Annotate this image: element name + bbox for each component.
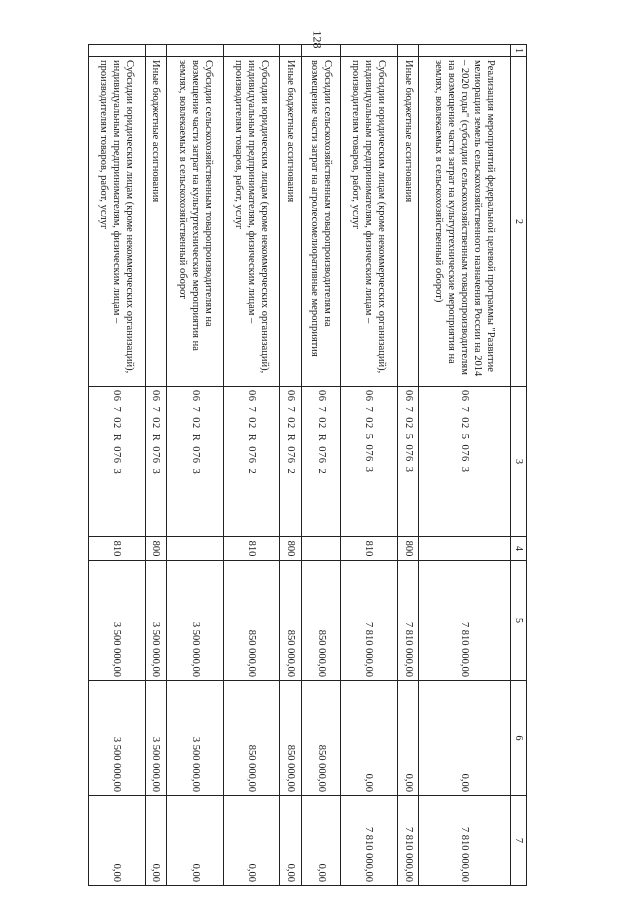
code-part: 076 xyxy=(363,444,375,462)
expense-type-cell xyxy=(167,537,224,561)
row-number-cell xyxy=(302,45,341,57)
code-part: 02 xyxy=(459,417,471,429)
code-part: 076 xyxy=(189,446,201,464)
header-cell: 3 xyxy=(511,387,527,537)
code-part: 7 xyxy=(150,406,162,413)
amount-cell: 7 810 000,00 xyxy=(397,561,419,681)
code-part: 02 xyxy=(315,417,327,429)
amount-cell: 7 810 000,00 xyxy=(341,796,398,886)
code-part: 06 xyxy=(363,390,375,402)
code-part: 02 xyxy=(111,417,123,429)
header-cell: 5 xyxy=(511,561,527,681)
code-part: 06 xyxy=(285,390,297,402)
expense-type-cell: 800 xyxy=(397,537,419,561)
amount-cell: 7 810 000,00 xyxy=(397,796,419,886)
row-number-cell xyxy=(145,45,167,57)
expense-type-cell: 810 xyxy=(223,537,280,561)
budget-table-rotated xyxy=(88,44,527,885)
code-part: 02 xyxy=(189,417,201,429)
code-part: 7 xyxy=(246,406,258,413)
description-cell: Субсидии сельскохозяйственным товаропроизводителям на возмещение части затрат на агролесомелиоративные мероприятия xyxy=(302,57,341,387)
code-part: 7 xyxy=(285,406,297,413)
code-part: 076 xyxy=(150,446,162,464)
amount-cell: 7 810 000,00 xyxy=(419,561,511,681)
code-part: 076 xyxy=(315,446,327,464)
code-part: 076 xyxy=(285,446,297,464)
classification-code-cell xyxy=(341,387,398,537)
code-part: 7 xyxy=(189,406,201,413)
amount-cell: 0,00 xyxy=(419,681,511,796)
code-part: 3 xyxy=(189,468,201,475)
amount-cell: 850 000,00 xyxy=(302,681,341,796)
table-row xyxy=(397,45,419,886)
code-part: 7 xyxy=(402,406,414,413)
amount-cell: 7 810 000,00 xyxy=(419,796,511,886)
amount-cell: 7 810 000,00 xyxy=(341,561,398,681)
row-number-cell xyxy=(397,45,419,57)
code-part: 06 xyxy=(111,390,123,402)
code-part: 3 xyxy=(111,468,123,475)
code-part: 02 xyxy=(285,417,297,429)
code-part: 7 xyxy=(315,406,327,413)
description-cell: Субсидии юридическим лицам (кроме некоммерческих организаций), индивидуальным предпринимателям, физическим лицам – производителям товаров, работ, услуг xyxy=(341,57,398,387)
row-number-cell xyxy=(341,45,398,57)
code-part: 06 xyxy=(315,390,327,402)
code-part: 06 xyxy=(402,390,414,402)
code-part: 3 xyxy=(150,468,162,475)
amount-cell: 3 500 000,00 xyxy=(167,681,224,796)
amount-cell: 850 000,00 xyxy=(302,561,341,681)
code-part: 2 xyxy=(285,468,297,475)
code-part: 02 xyxy=(246,417,258,429)
expense-type-cell: 800 xyxy=(280,537,302,561)
header-cell: 2 xyxy=(511,57,527,387)
table-row xyxy=(341,45,398,886)
header-cell: 4 xyxy=(511,537,527,561)
code-part: R xyxy=(246,433,258,442)
amount-cell: 850 000,00 xyxy=(280,681,302,796)
code-part: 076 xyxy=(459,444,471,462)
code-part: 3 xyxy=(459,466,471,473)
classification-code-cell xyxy=(280,387,302,537)
classification-code-cell xyxy=(397,387,419,537)
code-part: 2 xyxy=(315,468,327,475)
code-part: 02 xyxy=(150,417,162,429)
code-part: 06 xyxy=(246,390,258,402)
table-row xyxy=(223,45,280,886)
code-part: 7 xyxy=(363,406,375,413)
description-cell: Иные бюджетные ассигнования xyxy=(280,57,302,387)
description-cell: Иные бюджетные ассигнования xyxy=(145,57,167,387)
code-part: R xyxy=(315,433,327,442)
table-row xyxy=(419,45,511,886)
description-cell: Субсидии юридическим лицам (кроме некоммерческих организаций), индивидуальным предпринимателям, физическим лицам – производителям товаров, работ, услуг xyxy=(223,57,280,387)
amount-cell: 0,00 xyxy=(302,796,341,886)
code-part: 3 xyxy=(402,466,414,473)
amount-cell: 0,00 xyxy=(341,681,398,796)
description-cell: Субсидии сельскохозяйственным товаропроизводителям на возмещение части затрат на культуртехнические мероприятия на землях, вовлекаемых в сельскохозяйственный оборот xyxy=(167,57,224,387)
amount-cell: 0,00 xyxy=(280,796,302,886)
code-part: R xyxy=(189,433,201,442)
amount-cell: 0,00 xyxy=(167,796,224,886)
code-part: 06 xyxy=(459,390,471,402)
expense-type-cell: 810 xyxy=(89,537,146,561)
description-cell: Субсидии юридическим лицам (кроме некоммерческих организаций), индивидуальным предпринимателям, физическим лицам – производителям товаров, работ, услуг xyxy=(89,57,146,387)
code-part: 7 xyxy=(459,406,471,413)
amount-cell: 3 500 000,00 xyxy=(167,561,224,681)
expense-type-cell xyxy=(302,537,341,561)
code-part: 076 xyxy=(111,446,123,464)
amount-cell: 850 000,00 xyxy=(223,561,280,681)
expense-type-cell: 810 xyxy=(341,537,398,561)
code-part: 5 xyxy=(459,433,471,440)
code-part: 5 xyxy=(402,433,414,440)
table-body xyxy=(89,45,511,886)
description-cell: Иные бюджетные ассигнования xyxy=(397,57,419,387)
amount-cell: 3 500 000,00 xyxy=(89,681,146,796)
amount-cell: 3 500 000,00 xyxy=(89,561,146,681)
code-part: 2 xyxy=(246,468,258,475)
code-part: 06 xyxy=(150,390,162,402)
amount-cell: 0,00 xyxy=(397,681,419,796)
expense-type-cell xyxy=(419,537,511,561)
code-part: R xyxy=(150,433,162,442)
amount-cell: 0,00 xyxy=(223,796,280,886)
code-part: 7 xyxy=(111,406,123,413)
amount-cell: 3 500 000,00 xyxy=(145,681,167,796)
table-row xyxy=(280,45,302,886)
page-number: 128 xyxy=(310,30,325,49)
amount-cell: 850 000,00 xyxy=(280,561,302,681)
row-number-cell xyxy=(280,45,302,57)
code-part: 02 xyxy=(402,417,414,429)
classification-code-cell xyxy=(89,387,146,537)
table-row xyxy=(302,45,341,886)
classification-code-cell xyxy=(223,387,280,537)
code-part: 3 xyxy=(363,466,375,473)
amount-cell: 850 000,00 xyxy=(223,681,280,796)
code-part: R xyxy=(111,433,123,442)
table-row xyxy=(167,45,224,886)
row-number-cell xyxy=(419,45,511,57)
code-part: 076 xyxy=(246,446,258,464)
table-row xyxy=(89,45,146,886)
classification-code-cell xyxy=(419,387,511,537)
code-part: 5 xyxy=(363,433,375,440)
header-cell: 7 xyxy=(511,796,527,886)
table-row xyxy=(145,45,167,886)
amount-cell: 0,00 xyxy=(145,796,167,886)
classification-code-cell xyxy=(145,387,167,537)
header-cell: 1 xyxy=(511,45,527,57)
row-number-cell xyxy=(167,45,224,57)
code-part: 02 xyxy=(363,417,375,429)
header-row xyxy=(511,45,527,886)
code-part: 076 xyxy=(402,444,414,462)
amount-cell: 3 500 000,00 xyxy=(145,561,167,681)
header-cell: 6 xyxy=(511,681,527,796)
expense-type-cell: 800 xyxy=(145,537,167,561)
row-number-cell xyxy=(223,45,280,57)
budget-table xyxy=(88,44,527,886)
code-part: 06 xyxy=(189,390,201,402)
row-number-cell xyxy=(89,45,146,57)
classification-code-cell xyxy=(302,387,341,537)
classification-code-cell xyxy=(167,387,224,537)
code-part: R xyxy=(285,433,297,442)
amount-cell: 0,00 xyxy=(89,796,146,886)
description-cell: Реализация мероприятий федеральной целевой программы "Развитие мелиорации земель сельскохозяйственного назначения России на 2014 – 2020 годы" (субсидии сельскохозяйственным товаропроизводителям на возмещение части затрат на культуртехнические мероприятия на землях, вовлекаемых в сельскохозяйственный оборот) xyxy=(419,57,511,387)
